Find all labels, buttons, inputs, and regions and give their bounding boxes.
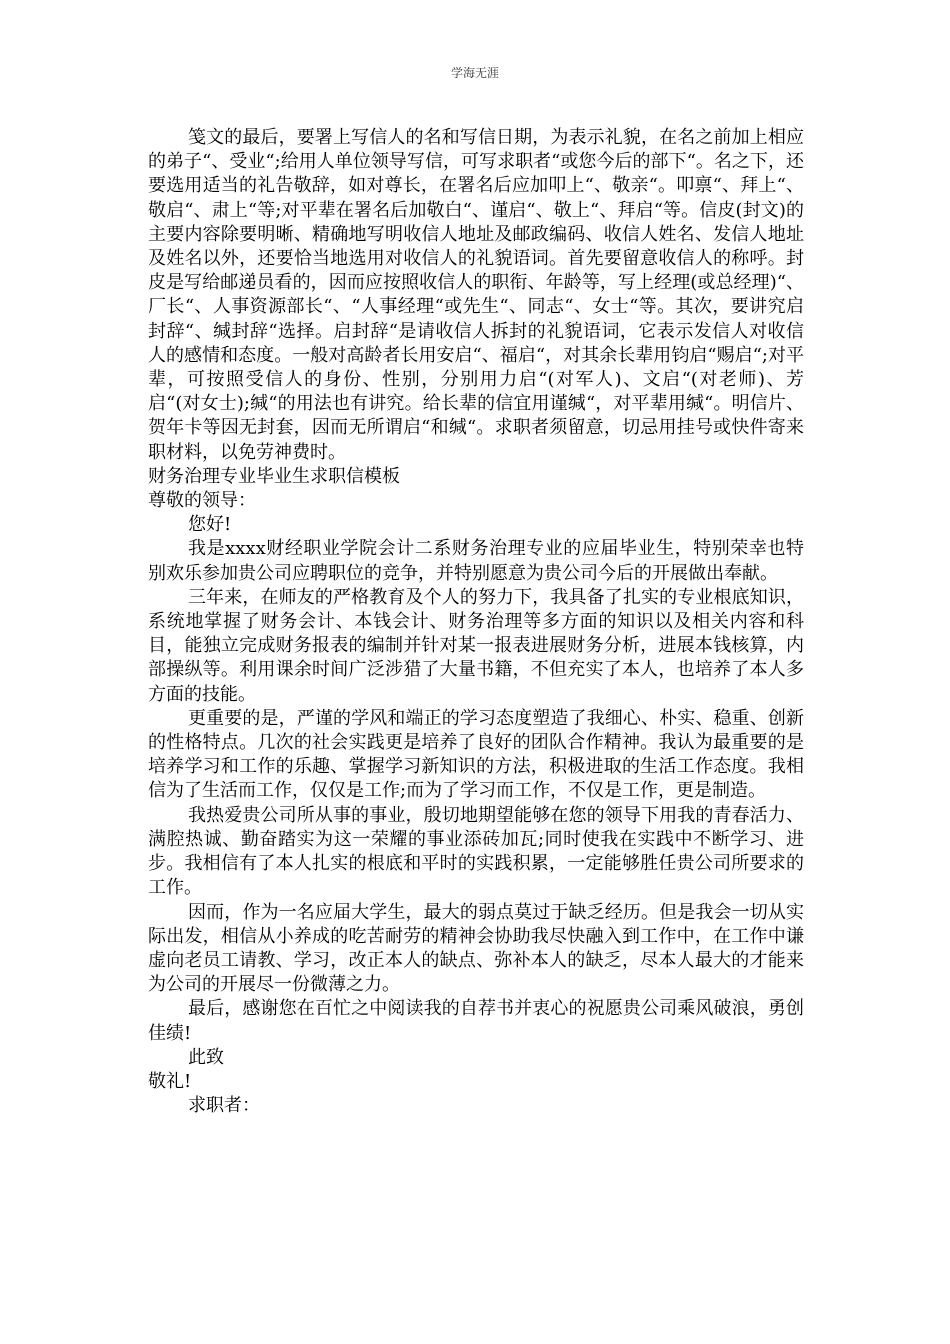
closing-salute: 敬礼! — [148, 1070, 192, 1092]
body-paragraph: 更重要的是，严谨的学风和端正的学习态度塑造了我细心、朴实、稳重、创新的性格特点。几次的社会实践更是培养了良好的团队合作精神。我认为最重要的是培养学习和工作的乐趣、掌握学习新知识的方法，积极进取的生活工作态度。我相信为了生活而工作，仅仅是工作;而为了学习而工作，不仅是工作，更是制造。 — [148, 707, 804, 802]
body-paragraph: 三年来，在师友的严格教育及个人的努力下，我具备了扎实的专业根底知识，系统地掌握了财务会计、本钱会计、财务治理等多方面的知识以及相关内容和科目，能独立完成财务报表的编制并针对某一报表进展财务分析，进展本钱核算，内部操纵等。利用课余时间广泛涉猎了大量书籍，不但充实了本人，也培养了本人多方面的技能。 — [148, 586, 804, 705]
body-paragraph: 因而，作为一名应届大学生，最大的弱点莫过于缺乏经历。但是我会一切从实际出发，相信从小养成的吃苦耐劳的精神会协助我尽快融入到工作中，在工作中谦虚向老员工请教、学习，改正本人的缺点、弥补本人的缺乏，尽本人最大的才能来为公司的开展尽一份微薄之力。 — [148, 901, 804, 996]
intro-paragraph: 笺文的最后，要署上写信人的名和写信日期，为表示礼貌，在名之前加上相应的弟子“、受业“;给用人单位领导写信，可写求职者“或您今后的部下“。名之下，还要选用适当的礼告敬辞，如对尊长，在署名后应加叩上“、敬亲“。叩禀“、拜上“、敬启“、肃上“等;对平辈在署名后加敬白“、谨启“、敬上“、拜启“等。信皮(封文)的主要内容除要明晰、精确地写明收信人地址及邮政编码、收信人姓名、发信人地址及姓名以外，还要恰当地选用对收信人的礼貌语词。首先要留意收信人的称呼。封皮是写给邮递员看的，因而应按照收信人的职衔、年龄等，写上经理(或总经理)“、厂长“、人事资源部长“、“人事经理“或先生“、同志“、女士“等。其次，要讲究启封辞“、缄封辞“选择。启封辞“是请收信人拆封的礼貌语词，它表示发信人对收信人的感情和态度。一般对高龄者长用安启“、福启“，对其余长辈用钧启“赐启“;对平辈，可按照受信人的身份、性别，分别用力启“(对军人)、文启“(对老师)、芳启“(对女士);缄“的用法也有讲究。给长辈的信宜用谨缄“，对平辈用缄“。明信片、贺年卡等因无封套，因而无所谓启“和缄“。求职者须留意，切忌用挂号或快件寄来职材料，以免劳神费时。 — [148, 127, 804, 463]
body-paragraph: 最后，感谢您在百忙之中阅读我的自荐书并衷心的祝愿贵公司乘风破浪，勇创佳绩! — [148, 998, 804, 1044]
signature-label: 求职者： — [188, 1095, 260, 1117]
body-paragraph: 我热爱贵公司所从事的事业，殷切地期望能够在您的领导下用我的青春活力、满腔热诚、勤奋踏实为这一荣耀的事业添砖加瓦;同时使我在实践中不断学习、进步。我相信有了本人扎实的根底和平时的实践积累，一定能够胜任贵公司所要求的工作。 — [148, 804, 804, 899]
body-paragraph: 我是xxxx财经职业学院会计二系财务治理专业的应届毕业生，特别荣幸也特别欢乐参加贵公司应聘职位的竞争，并特别愿意为贵公司今后的开展做出奉献。 — [148, 538, 804, 584]
greeting: 您好! — [188, 514, 232, 536]
template-title: 财务治理专业毕业生求职信模板 — [148, 465, 400, 487]
page-header: 学海无涯 — [450, 66, 499, 80]
document-body — [148, 126, 804, 1118]
closing-line: 此致 — [188, 1046, 224, 1068]
salutation: 尊敬的领导： — [148, 490, 256, 512]
